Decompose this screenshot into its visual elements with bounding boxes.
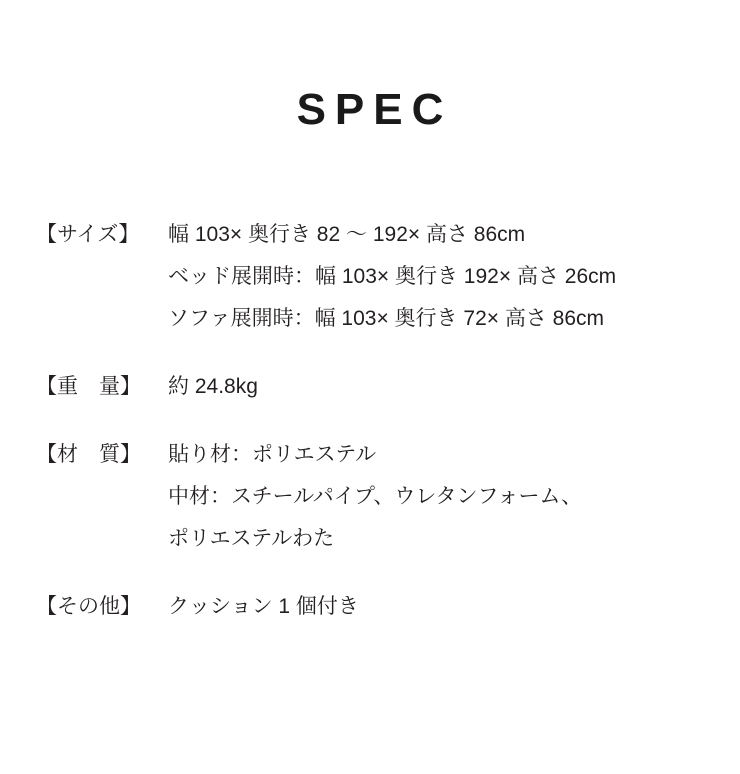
- spec-line: ソファ展開時：幅 103× 奥行き 72× 高さ 86cm: [168, 307, 605, 330]
- spec-row-material: [36, 434, 708, 560]
- spec-line: ベッド展開時：幅 103× 奥行き 192× 高さ 26cm: [168, 265, 617, 288]
- spec-label: 【重 量】: [36, 375, 141, 398]
- spec-row-other: [36, 586, 708, 628]
- spec-line: 貼り材：ポリエステル: [168, 443, 377, 466]
- spec-values: [164, 586, 708, 628]
- spec-row-weight: [36, 366, 708, 408]
- spec-line: 約 24.8kg: [168, 375, 258, 398]
- spec-values: [164, 366, 708, 408]
- spec-line: 中材：スチールパイプ、ウレタンフォーム、: [168, 485, 583, 508]
- spec-table: [36, 214, 708, 628]
- spec-values: [164, 214, 708, 340]
- spec-row-size: [36, 214, 708, 340]
- spec-line: 幅 103× 奥行き 82 〜 192× 高さ 86cm: [168, 223, 526, 246]
- spec-line: クッション 1 個付き: [168, 595, 359, 618]
- spec-values: [164, 434, 708, 560]
- spec-label: 【材 質】: [36, 443, 141, 466]
- spec-label: 【その他】: [36, 595, 141, 618]
- spec-label: 【サイズ】: [36, 223, 140, 246]
- page-title: SPEC: [296, 85, 453, 134]
- spec-line: ポリエステルわた: [168, 527, 335, 550]
